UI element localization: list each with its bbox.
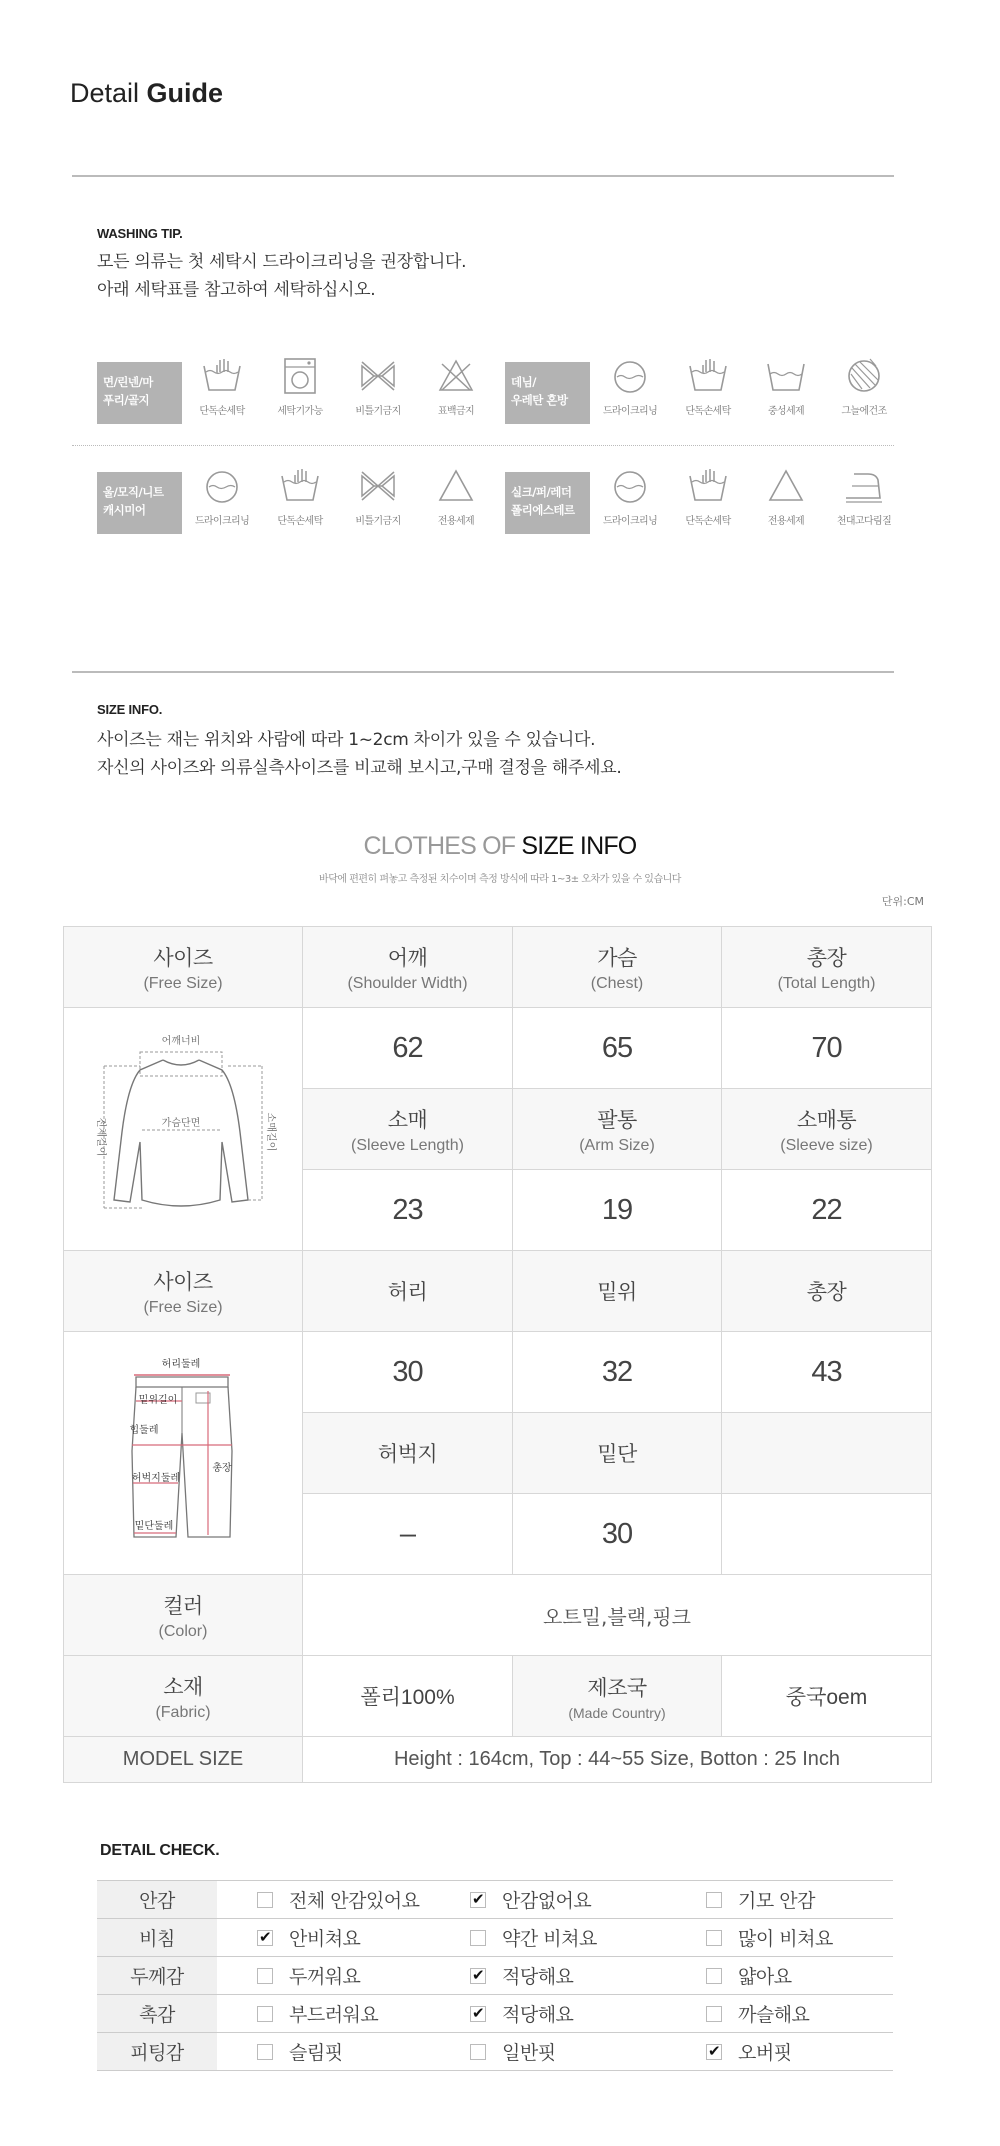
wash-item-label: 전용세제: [767, 516, 805, 527]
wash-item: [417, 356, 495, 417]
length-label: 총장: [806, 945, 847, 970]
hand-wash-icon: [278, 466, 322, 506]
bottom-diagram-cell: [64, 1332, 303, 1575]
table-row: [64, 1575, 932, 1656]
checkbox[interactable]: [470, 2044, 486, 2060]
wash-item: [339, 466, 417, 527]
checkbox[interactable]: [706, 1892, 722, 1908]
header-cell: [513, 1251, 722, 1332]
header-cell: [64, 1251, 303, 1332]
arm-label: 팔통: [597, 1107, 637, 1132]
waist-value: 30: [392, 1355, 423, 1388]
detail-row-label: 비침: [97, 1919, 217, 1957]
fabric-value: 폴리100%: [360, 1686, 455, 1709]
size-label-en: (Free Size): [143, 1298, 223, 1316]
sleeve-size-label-en: (Sleeve size): [780, 1136, 873, 1154]
diagram-length-label: 총장: [212, 1462, 232, 1474]
table-row: [64, 1008, 932, 1089]
option-label: 두꺼워요: [289, 1966, 361, 1988]
wash-item: [183, 466, 261, 527]
diagram-thigh-label: 허벅지둘레: [131, 1472, 181, 1484]
color-label-en: (Color): [158, 1622, 208, 1640]
wash-tag: [505, 362, 590, 424]
wash-item-label: 드라이크리닝: [602, 516, 658, 527]
option-cell: [217, 1919, 430, 1957]
wash-item-label: 단독손세탁: [685, 516, 731, 527]
value-cell: [513, 1332, 722, 1413]
detail-row: [97, 1919, 893, 1957]
checkbox[interactable]: [706, 2006, 722, 2022]
checkbox[interactable]: [257, 1892, 273, 1908]
option-cell: [430, 1957, 666, 1995]
option-label: 많이 비쳐요: [738, 1928, 833, 1950]
header-cell: [64, 1737, 303, 1783]
size-table: [63, 926, 932, 1783]
wash-item-label: 그늘에건조: [841, 406, 887, 417]
arm-value: 19: [601, 1193, 633, 1226]
wash-item-label: 단독손세탁: [685, 406, 731, 417]
page-title-bold: Guide: [146, 78, 224, 108]
wash-item-label: 중성세제: [767, 406, 805, 417]
chest-label-en: (Chest): [590, 974, 644, 992]
value-cell: [303, 1008, 513, 1089]
hem-label: 밑단: [597, 1442, 637, 1466]
wash-item: [825, 356, 903, 417]
country-label-en: (Made Country): [568, 1704, 666, 1721]
detail-check-label: DETAIL CHECK.: [100, 1842, 220, 1859]
length-label: 총장: [806, 1280, 847, 1304]
table-row: [64, 927, 932, 1008]
value-cell: [722, 1332, 932, 1413]
fabric-label: 소재: [163, 1674, 203, 1699]
size-info-heading: [0, 832, 1000, 861]
wash-item: [747, 466, 825, 527]
diagram-chest-label: 가슴단면: [161, 1117, 201, 1129]
wash-item: [591, 466, 669, 527]
header-cell: [303, 1089, 513, 1170]
divider: [72, 671, 894, 673]
size-label: 사이즈: [153, 1269, 213, 1294]
option-cell: [430, 2033, 666, 2071]
wash-item-label: 비틀기금지: [355, 516, 401, 527]
no-wring-icon: [356, 466, 400, 506]
special-detergent-icon: [764, 466, 808, 506]
diagram-rise-label: 밑위길이: [138, 1394, 178, 1406]
washing-tip-line2: 아래 세탁표를 참고하여 세탁하십시오.: [97, 280, 376, 300]
option-label: 오버핏: [738, 2042, 792, 2064]
header-cell: [513, 1656, 722, 1737]
table-row: [64, 1737, 932, 1783]
page-title-light: Detail: [70, 78, 147, 108]
option-cell: [217, 1995, 430, 2033]
wash-item: [747, 356, 825, 417]
sleeve-value: 23: [392, 1193, 423, 1226]
country-label: 제조국: [587, 1675, 647, 1700]
length-value: 43: [811, 1355, 842, 1388]
option-cell: [430, 1919, 666, 1957]
neutral-detergent-icon: [764, 356, 808, 396]
header-cell: [722, 927, 932, 1008]
rise-value: 32: [601, 1355, 633, 1388]
shade-dry-icon: [842, 356, 886, 396]
model-size-label: MODEL SIZE: [122, 1748, 244, 1770]
option-label: 약간 비쳐요: [502, 1928, 597, 1950]
table-row: [64, 1656, 932, 1737]
header-cell: [513, 927, 722, 1008]
shoulder-label-en: (Shoulder Width): [347, 974, 468, 992]
wash-tag-line1: 실크/퍼/레더: [511, 485, 572, 499]
header-cell: [64, 927, 303, 1008]
option-label: 안감없어요: [502, 1890, 592, 1912]
wash-item: [339, 356, 417, 417]
size-label: 사이즈: [153, 945, 213, 970]
wash-item: [825, 466, 903, 527]
size-info-subtitle: 바닥에 편편히 펴놓고 측정된 치수이며 측정 방식에 따라 1~3± 오차가 있을 수 있습니다: [319, 874, 681, 885]
length-value: 70: [811, 1031, 842, 1064]
chest-value: 65: [601, 1031, 633, 1064]
wash-item: [669, 466, 747, 527]
pants-diagram: [78, 1341, 288, 1561]
detail-row: [97, 1957, 893, 1995]
wash-tag: [97, 362, 182, 424]
wash-row-2: [97, 460, 893, 540]
checkbox-checked[interactable]: [470, 1968, 486, 1984]
wash-tag: [505, 472, 590, 534]
wash-tag: [97, 472, 182, 534]
header-cell: [303, 927, 513, 1008]
wash-tag-line1: 데님/: [511, 375, 536, 389]
wash-item-label: 세탁기가능: [277, 406, 323, 417]
diagram-waist-label: 허리둘레: [161, 1358, 201, 1370]
header-cell: [513, 1413, 722, 1494]
checkbox-checked[interactable]: [706, 2044, 722, 2060]
option-label: 적당해요: [502, 2004, 574, 2026]
washing-tip-line1: 모든 의류는 첫 세탁시 드라이크리닝을 권장합니다.: [97, 252, 467, 272]
value-cell: [513, 1494, 722, 1575]
detail-row: [97, 1881, 893, 1919]
sleeve-label: 소매: [387, 1107, 428, 1132]
wash-tag-line1: 울/모직/니트: [103, 485, 164, 499]
dotted-divider: [72, 445, 894, 446]
wash-item: [183, 356, 261, 417]
option-cell: [217, 1881, 430, 1919]
option-cell: [666, 1919, 893, 1957]
option-label: 전체 안감있어요: [289, 1890, 420, 1912]
diagram-sleeve-label: 소매길이: [265, 1112, 276, 1151]
hand-wash-icon: [686, 466, 730, 506]
value-cell: [303, 1170, 513, 1251]
thigh-label: 허벅지: [377, 1442, 438, 1466]
unit-label: 단위:CM: [881, 895, 924, 908]
value-cell: [513, 1008, 722, 1089]
option-label: 일반핏: [502, 2042, 556, 2064]
heading-bold: SIZE INFO: [521, 832, 637, 860]
hem-value: 30: [601, 1517, 633, 1550]
value-cell: [303, 1494, 513, 1575]
divider: [72, 175, 894, 177]
value-cell: [722, 1008, 932, 1089]
option-label: 슬림핏: [289, 2042, 343, 2064]
chest-label: 가슴: [597, 945, 637, 970]
wash-item-label: 천대고다림질: [836, 516, 892, 527]
option-label: 적당해요: [502, 1966, 574, 1988]
color-label: 컬러: [163, 1593, 203, 1618]
dry-clean-icon: [608, 466, 652, 506]
empty-cell: [722, 1494, 932, 1575]
size-info-line2: 자신의 사이즈와 의류실측사이즈를 비교해 보시고,구매 결정을 해주세요.: [97, 758, 622, 778]
hand-wash-icon: [200, 356, 244, 396]
washing-tip-label: WASHING TIP.: [97, 226, 183, 241]
diagram-hem-label: 밑단둘레: [134, 1520, 174, 1532]
page-title: [70, 78, 223, 109]
checkbox[interactable]: [257, 2006, 273, 2022]
arm-label-en: (Arm Size): [579, 1136, 655, 1154]
color-value: 오트밀,블랙,핑크: [543, 1604, 691, 1629]
wash-item-label: 전용세제: [437, 516, 475, 527]
special-detergent-icon: [434, 466, 478, 506]
option-label: 기모 안감: [738, 1890, 815, 1912]
header-cell: [722, 1251, 932, 1332]
size-label-en: (Free Size): [143, 974, 223, 992]
wash-item-label: 드라이크리닝: [194, 516, 250, 527]
wash-tag-line2: 캐시미어: [103, 503, 146, 517]
hand-wash-icon: [686, 356, 730, 396]
wash-tag-line2: 우레탄 혼방: [511, 393, 568, 407]
value-cell: [303, 1575, 932, 1656]
detail-check-table: [97, 1880, 893, 2071]
value-cell: [303, 1737, 932, 1783]
size-info-line1: 사이즈는 재는 위치와 사람에 따라 1~2cm 차이가 있을 수 있습니다.: [97, 730, 596, 750]
header-cell: [303, 1251, 513, 1332]
wash-item-label: 비틀기금지: [355, 406, 401, 417]
sleeve-size-value: 22: [811, 1193, 842, 1226]
country-value: 중국oem: [785, 1686, 868, 1709]
option-cell: [430, 1995, 666, 2033]
header-cell: [64, 1575, 303, 1656]
diagram-hip-label: 힙둘레: [129, 1424, 159, 1436]
option-cell: [217, 2033, 430, 2071]
diagram-length-label: 전체길이: [95, 1117, 106, 1156]
wash-item: [261, 356, 339, 417]
waist-label: 허리: [387, 1280, 428, 1304]
wash-item: [417, 466, 495, 527]
header-cell: [303, 1413, 513, 1494]
length-label-en: (Total Length): [777, 974, 876, 992]
detail-row: [97, 2033, 893, 2071]
no-bleach-icon: [434, 356, 478, 396]
option-cell: [666, 2033, 893, 2071]
header-cell: [513, 1089, 722, 1170]
value-cell: [722, 1170, 932, 1251]
wash-item-label: 표백금지: [437, 406, 475, 417]
checkbox[interactable]: [257, 1968, 273, 1984]
value-cell: [513, 1170, 722, 1251]
wash-item-label: 드라이크리닝: [602, 406, 658, 417]
checkbox[interactable]: [706, 1930, 722, 1946]
thigh-value: –: [399, 1517, 416, 1550]
option-cell: [217, 1957, 430, 1995]
table-row: [64, 1332, 932, 1413]
checkbox[interactable]: [706, 1968, 722, 1984]
fabric-label-en: (Fabric): [155, 1703, 211, 1721]
option-label: 부드러워요: [289, 2004, 379, 2026]
top-diagram-cell: [64, 1008, 303, 1251]
table-row: [64, 1251, 932, 1332]
option-label: 얇아요: [738, 1966, 792, 1988]
sleeve-size-label: 소매통: [796, 1107, 857, 1132]
wash-item-label: 단독손세탁: [199, 406, 245, 417]
wash-item-label: 단독손세탁: [277, 516, 323, 527]
shirt-diagram: [78, 1022, 288, 1232]
checkbox[interactable]: [470, 1930, 486, 1946]
wash-tag-line2: 폴리에스테르: [511, 503, 575, 517]
detail-row-label: 촉감: [97, 1995, 217, 2033]
size-info-label: SIZE INFO.: [97, 702, 163, 717]
wash-tag-line1: 면/린넨/마: [103, 375, 153, 389]
wash-item: [591, 356, 669, 417]
rise-label: 밑위: [597, 1280, 637, 1304]
option-cell: [430, 1881, 666, 1919]
checkbox-checked[interactable]: [257, 1930, 273, 1946]
dry-clean-icon: [200, 466, 244, 506]
dry-clean-icon: [608, 356, 652, 396]
model-size-value: Height : 164cm, Top : 44~55 Size, Botton : 25 Inch: [393, 1748, 841, 1770]
option-cell: [666, 1881, 893, 1919]
value-cell: [303, 1656, 513, 1737]
iron-cloth-icon: [842, 466, 886, 506]
wash-item: [261, 466, 339, 527]
washing-machine-icon: [278, 356, 322, 396]
detail-row-label: 두께감: [97, 1957, 217, 1995]
shoulder-label: 어깨: [387, 945, 428, 970]
detail-row-label: 피팅감: [97, 2033, 217, 2071]
diagram-shoulder-label: 어깨너비: [161, 1035, 201, 1047]
value-cell: [303, 1332, 513, 1413]
option-cell: [666, 1957, 893, 1995]
heading-light: CLOTHES OF: [363, 832, 522, 860]
sleeve-label-en: (Sleeve Length): [351, 1136, 464, 1154]
no-wring-icon: [356, 356, 400, 396]
checkbox-checked[interactable]: [470, 2006, 486, 2022]
option-label: 안비쳐요: [289, 1928, 361, 1950]
checkbox[interactable]: [257, 2044, 273, 2060]
header-cell: [722, 1089, 932, 1170]
header-cell: [64, 1656, 303, 1737]
option-cell: [666, 1995, 893, 2033]
empty-cell: [722, 1413, 932, 1494]
detail-row-label: 안감: [97, 1881, 217, 1919]
wash-tag-line2: 푸리/골지: [103, 393, 150, 407]
checkbox-checked[interactable]: [470, 1892, 486, 1908]
value-cell: [722, 1656, 932, 1737]
wash-row-1: [97, 350, 893, 430]
wash-item: [669, 356, 747, 417]
detail-row: [97, 1995, 893, 2033]
shoulder-value: 62: [392, 1031, 423, 1064]
option-label: 까슬해요: [738, 2004, 810, 2026]
